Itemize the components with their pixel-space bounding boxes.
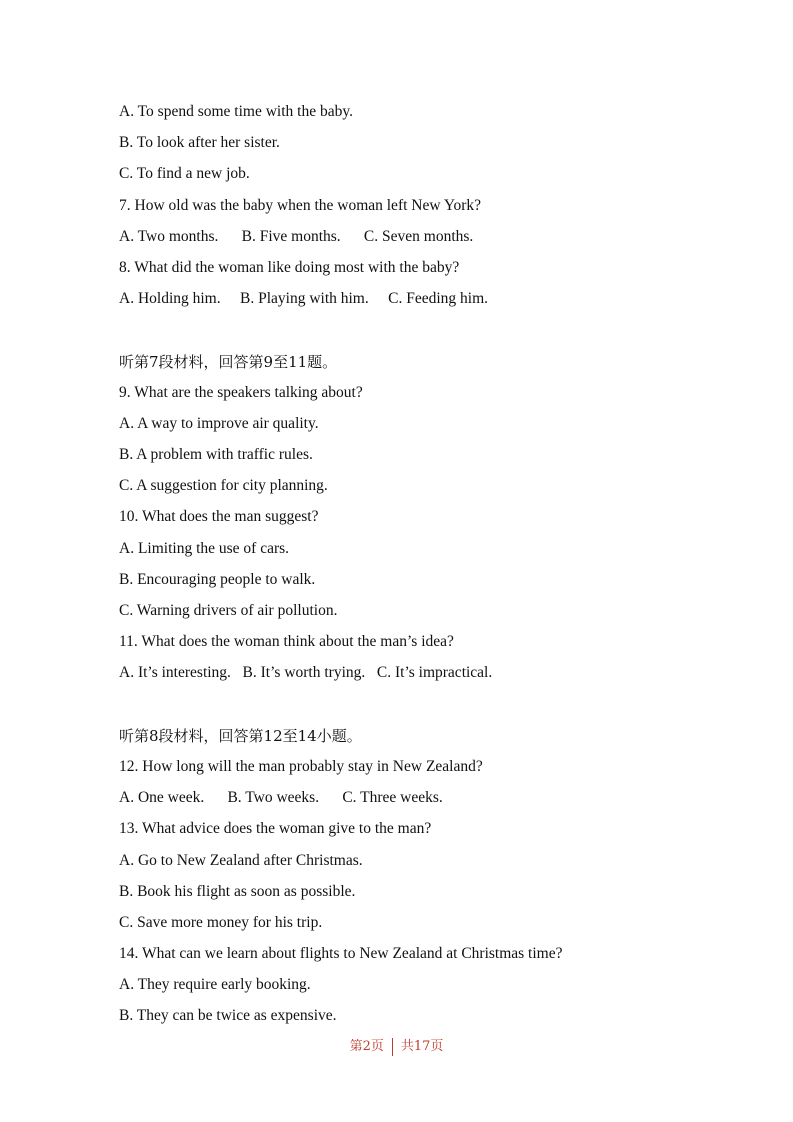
option-line: B. To look after her sister.	[119, 134, 280, 152]
question-11-options: A. It’s interesting. B. It’s worth trying. C. It’s impractical.	[119, 664, 493, 682]
option-line: A. A way to improve air quality.	[119, 414, 319, 432]
question-8: 8. What did the woman like doing most with the baby?	[119, 258, 460, 276]
current-page-number: 第2页	[349, 1039, 384, 1054]
section-heading-8: 听第8段材料，回答第12至14小题。	[119, 726, 362, 745]
question-7-options: A. Two months. B. Five months. C. Seven months.	[119, 227, 474, 245]
footer-divider	[392, 1038, 393, 1056]
option-line: C. To find a new job.	[119, 165, 250, 183]
question-14: 14. What can we learn about flights to New Zealand at Christmas time?	[119, 945, 563, 963]
question-12: 12. How long will the man probably stay in New Zealand?	[119, 757, 483, 775]
option-line: C. A suggestion for city planning.	[119, 477, 328, 495]
section-gap	[119, 319, 739, 350]
question-12-options: A. One week. B. Two weeks. C. Three weeks.	[119, 789, 443, 807]
option-line: C. Save more money for his trip.	[119, 913, 323, 931]
option-line: A. Limiting the use of cars.	[119, 539, 290, 557]
option-line: A. Go to New Zealand after Christmas.	[119, 851, 363, 869]
question-10: 10. What does the man suggest?	[119, 508, 319, 526]
option-line: B. A problem with traffic rules.	[119, 446, 313, 464]
section-heading-7: 听第7段材料，回答第9至11题。	[119, 352, 338, 371]
total-pages: 共17页	[400, 1039, 444, 1054]
question-8-options: A. Holding him. B. Playing with him. C. Feeding him.	[119, 290, 488, 308]
section-gap	[119, 694, 739, 725]
option-line: B. Book his flight as soon as possible.	[119, 882, 356, 900]
option-line: A. To spend some time with the baby.	[119, 103, 353, 120]
page-content	[119, 101, 739, 1037]
question-7: 7. How old was the baby when the woman left New York?	[119, 196, 482, 214]
question-13: 13. What advice does the woman give to the man?	[119, 820, 432, 838]
option-line: B. They can be twice as expensive.	[119, 1007, 337, 1025]
option-line: B. Encouraging people to walk.	[119, 570, 316, 588]
question-11: 11. What does the woman think about the man’s idea?	[119, 633, 454, 651]
page-footer	[0, 1035, 793, 1056]
option-line: C. Warning drivers of air pollution.	[119, 602, 338, 619]
question-9: 9. What are the speakers talking about?	[119, 383, 363, 401]
option-line: A. They require early booking.	[119, 976, 311, 994]
